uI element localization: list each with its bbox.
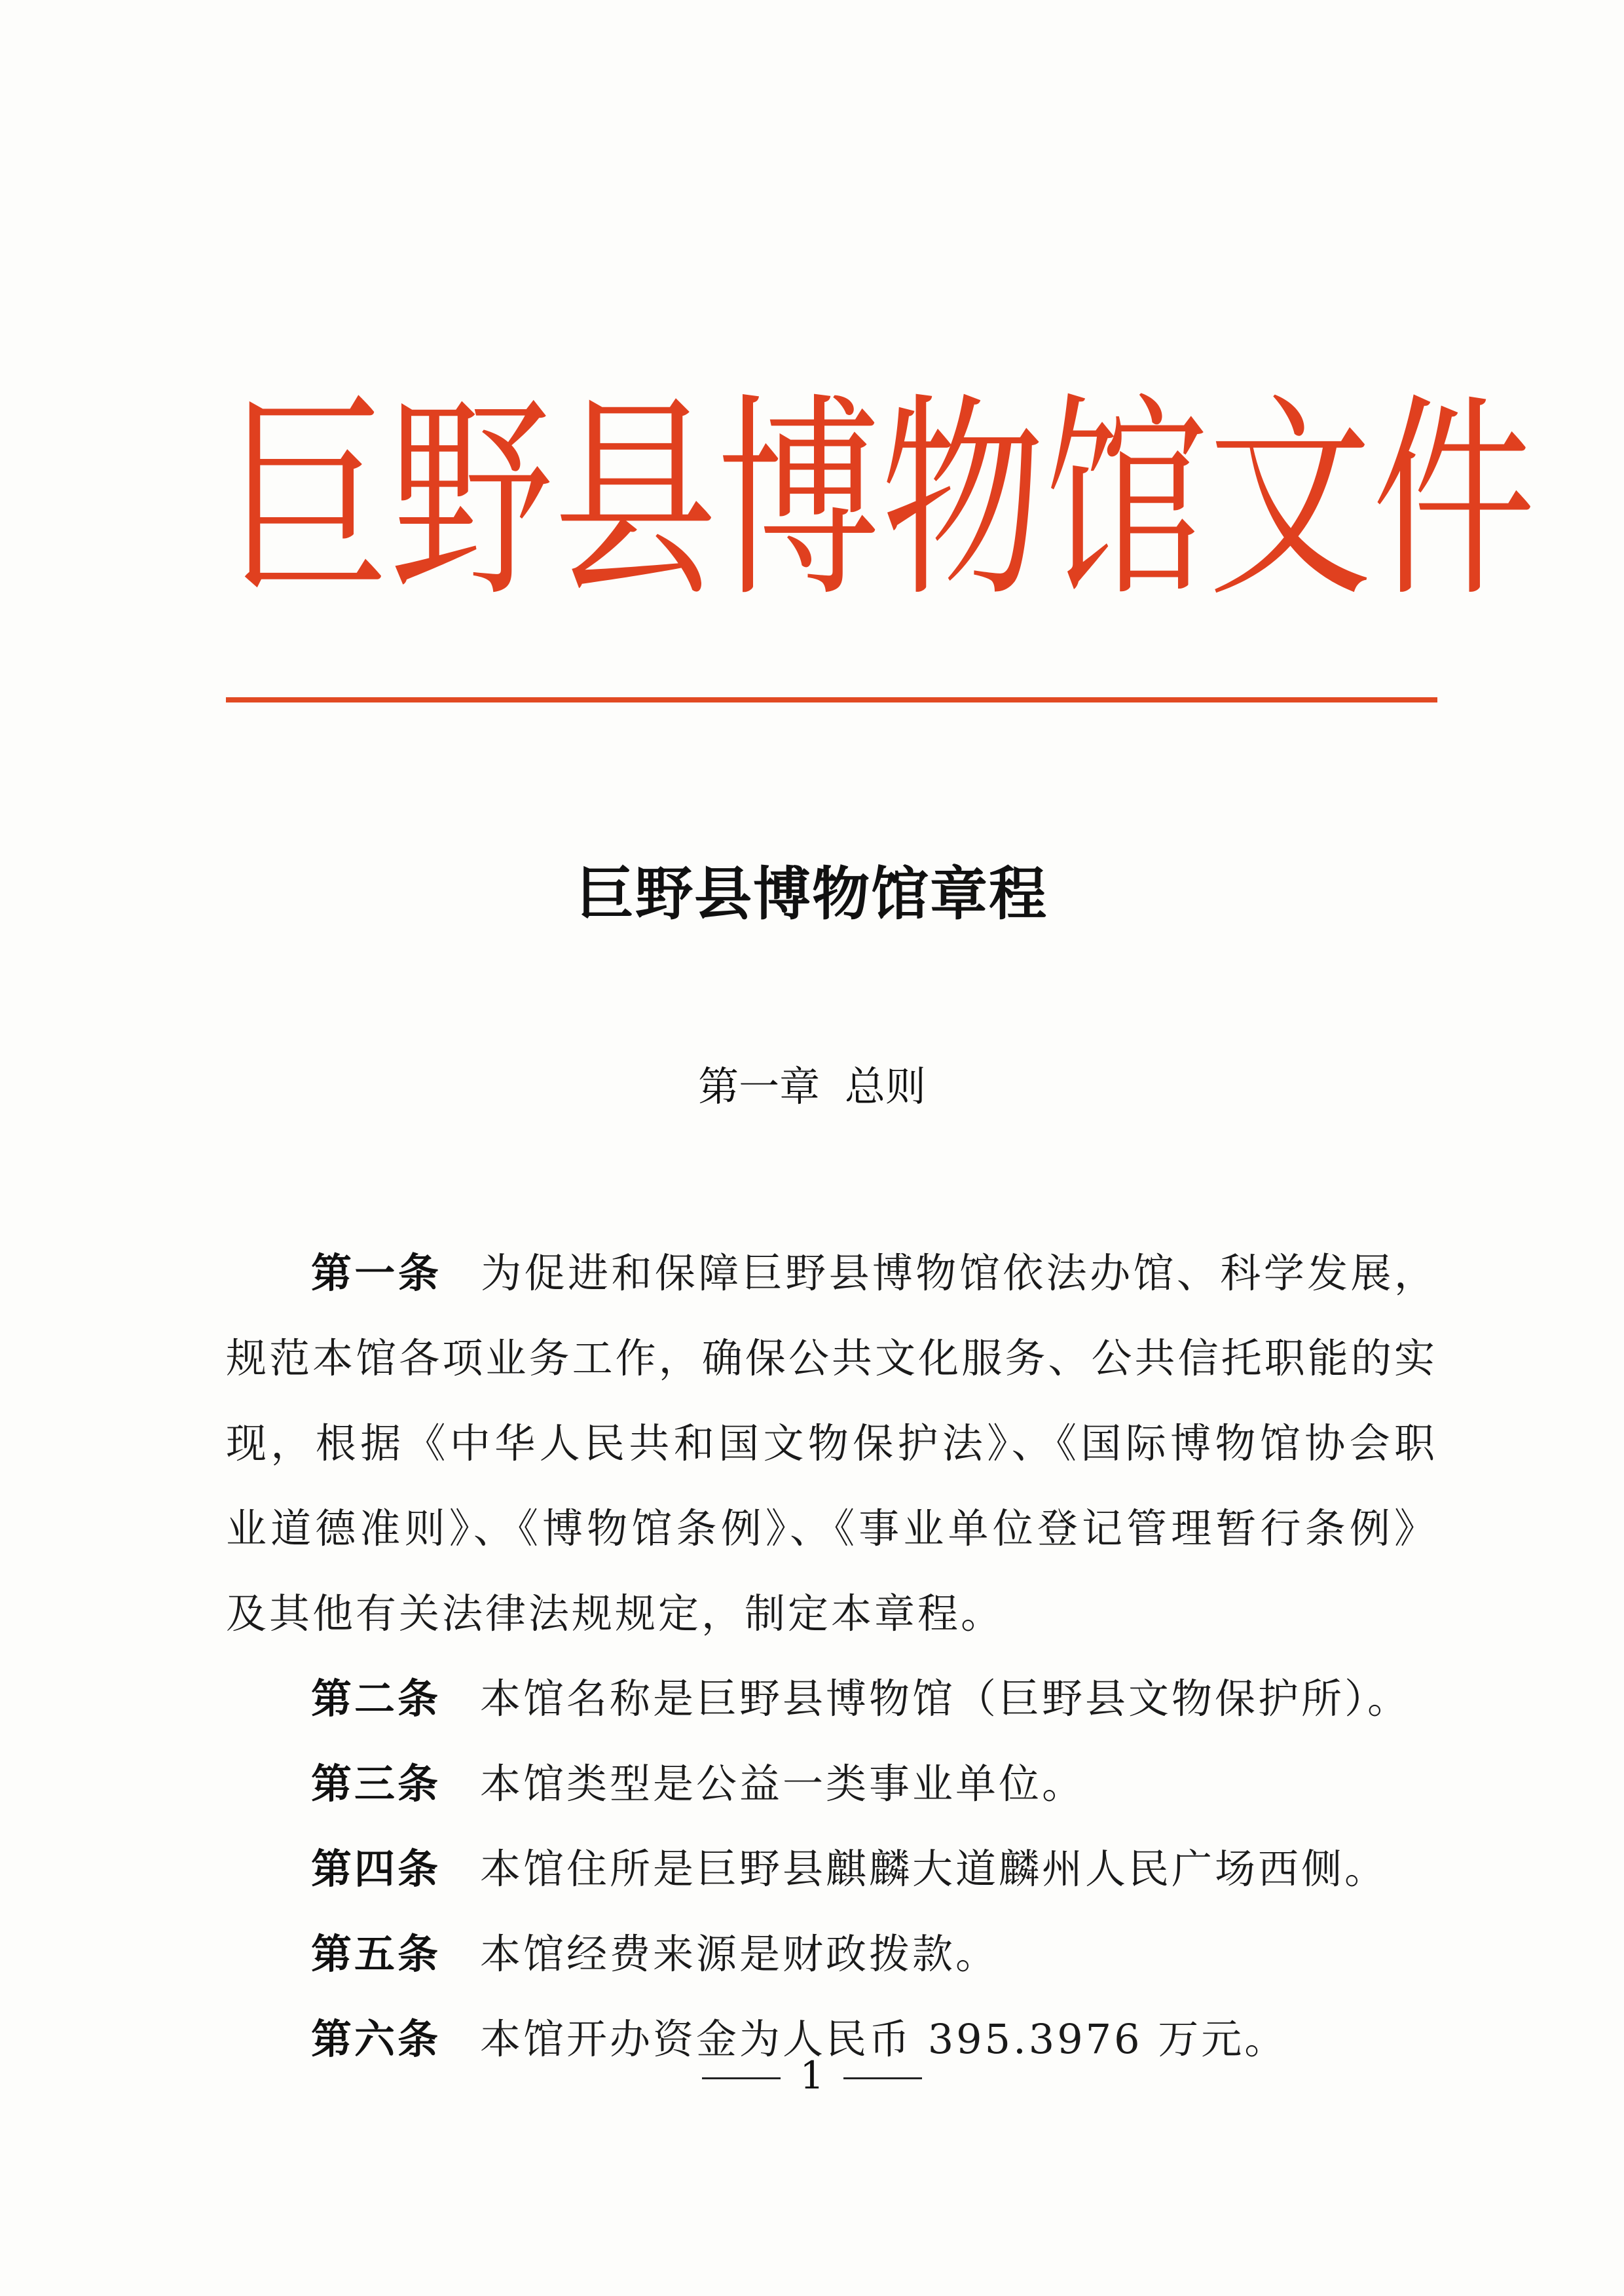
- article-text: 本馆类型是公益一类事业单位。: [480, 1760, 1086, 1808]
- article-text: 本馆名称是巨野县博物馆（巨野县文物保护所）。: [480, 1675, 1411, 1722]
- masthead-char: 文: [1208, 374, 1372, 627]
- article-paragraph: [226, 1231, 1437, 1656]
- masthead-char: 博: [717, 374, 881, 627]
- article-text: 为促进和保障巨野县博物馆依法办馆、科学发展，规范本馆各项业务工作，确保公共文化服务、公共信托职能的实现，根据《中华人民共和国文物保护法》、《国际博物馆协会职业道德准则》、《博物馆条例》、《事业单位登记管理暂行条例》及其他有关法律法规规定，制定本章程。: [226, 1249, 1437, 1637]
- article-text: 本馆住所是巨野县麒麟大道麟州人民广场西侧。: [480, 1845, 1388, 1893]
- document-body: [226, 1231, 1437, 2082]
- masthead-char: 件: [1372, 374, 1536, 627]
- article-text: 本馆开办资金为人民币 395.3976 万元。: [480, 2015, 1288, 2063]
- page-number-dash: [702, 2077, 781, 2079]
- masthead-char: 馆: [1044, 374, 1208, 627]
- masthead-char: 物: [881, 374, 1044, 627]
- page-number: 1: [800, 2053, 824, 2098]
- article-number: 第一条: [311, 1249, 442, 1297]
- masthead-char: 巨: [226, 374, 390, 627]
- article-number: 第五条: [311, 1930, 441, 1978]
- article-number: 第四条: [311, 1845, 441, 1893]
- page-footer: [0, 2049, 1624, 2102]
- article-paragraph: [226, 1656, 1437, 1741]
- page-number-dash: [843, 2077, 922, 2079]
- article-paragraph: [226, 1912, 1437, 1997]
- article-number: 第六条: [311, 2015, 441, 2063]
- article-number: 第二条: [311, 1675, 441, 1722]
- masthead-divider: [226, 697, 1437, 702]
- document-title: 巨野县博物馆章程: [576, 860, 1048, 928]
- article-paragraph: [226, 1827, 1437, 1912]
- article-text: 本馆经费来源是财政拨款。: [480, 1930, 999, 1978]
- chapter-heading: 第一章 总则: [698, 1063, 926, 1110]
- masthead-char: 野: [390, 374, 553, 627]
- article-paragraph: [226, 1741, 1437, 1827]
- article-number: 第三条: [311, 1760, 441, 1808]
- masthead-title: [226, 374, 1536, 627]
- masthead-char: 县: [553, 374, 717, 627]
